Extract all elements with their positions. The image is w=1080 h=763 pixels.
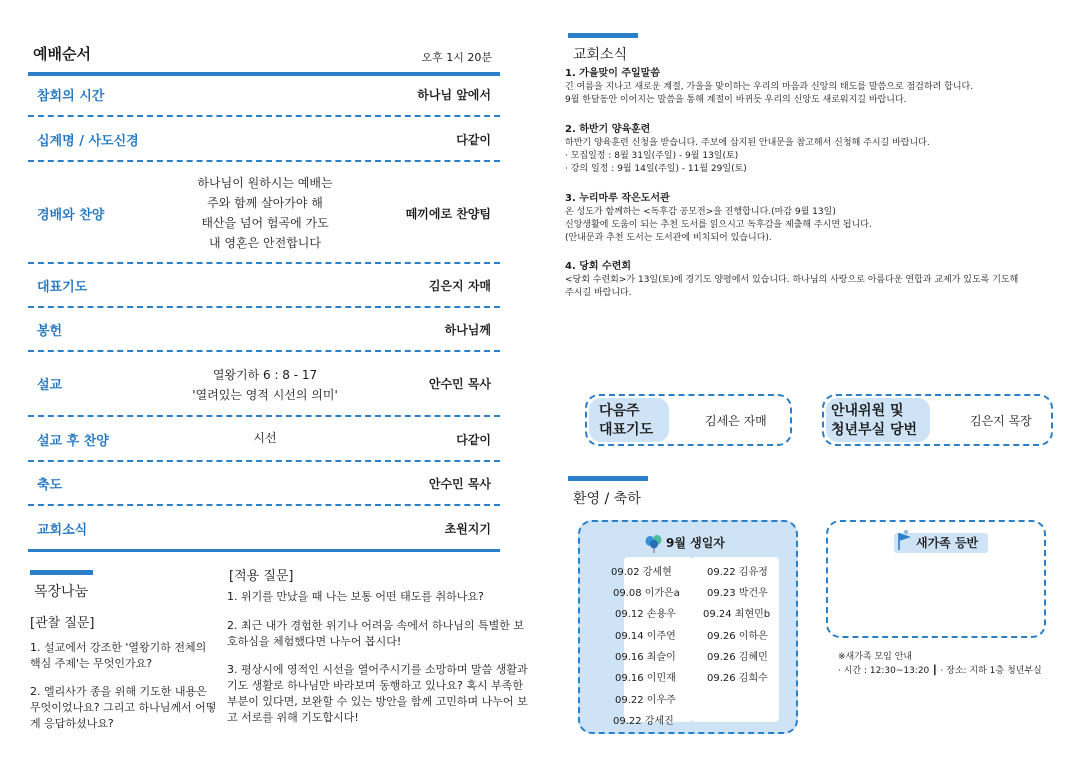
order-label-response-song: 설교 후 찬양 bbox=[37, 434, 109, 449]
praise-song: 하나님이 원하시는 예배는 bbox=[197, 176, 333, 190]
praise-song: 태산을 넘어 험곡에 가도 bbox=[201, 216, 329, 230]
order-leader-confession: 하나님 앞에서 bbox=[417, 88, 491, 102]
news-item bbox=[565, 260, 1055, 300]
flag-icon bbox=[896, 529, 914, 557]
divider bbox=[28, 350, 500, 352]
newcomer-note: ※새가족 모임 안내 bbox=[838, 652, 913, 662]
news-item-line: · 모집일정 : 8월 31일(주일) - 9월 13일(토) bbox=[565, 151, 739, 161]
apply-question: 1. 위기를 만났을 때 나는 보통 어떤 태도를 취하나요? bbox=[227, 590, 484, 603]
usher-label-line: 안내위원 및 bbox=[831, 403, 904, 419]
news-item-title: 3. 누리마루 작은도서관 bbox=[565, 193, 670, 204]
order-leader-response-song: 다같이 bbox=[456, 433, 491, 447]
birthday-entry: 09.08 이가은a bbox=[613, 588, 680, 599]
order-label-prayer: 대표기도 bbox=[37, 280, 88, 295]
order-label-offering: 봉헌 bbox=[37, 324, 63, 339]
birthday-entry: 09.16 이민재 bbox=[615, 673, 676, 684]
order-title: 예배순서 bbox=[33, 45, 91, 63]
newcomer-tag bbox=[894, 533, 988, 553]
newcomer-tag-label: 새가족 등반 bbox=[916, 536, 979, 550]
birthday-entry: 09.26 이하은 bbox=[707, 631, 768, 642]
apply-question: 3. 평상시에 영적인 시선을 열어주시기를 소망하며 말씀 생활과 기도 생활로 하나님만 바라보며 동행하고 있나요? 혹시 부족한 부분이 있다면, 보완할 수 있는 방안을 함께 고민하며 나누어 보고 서로를 위해 기도합시다! bbox=[227, 663, 528, 724]
welcome-bar bbox=[568, 476, 648, 481]
news-bar bbox=[568, 33, 638, 38]
divider bbox=[28, 504, 500, 506]
order-label-creed: 십계명 / 사도신경 bbox=[37, 134, 139, 149]
observe-heading: [관찰 질문] bbox=[30, 616, 95, 631]
birthday-entry: 09.22 김유정 bbox=[707, 567, 768, 578]
news-item-line: 주시길 바랍니다. bbox=[565, 288, 632, 298]
next-prayer-label-line: 다음주 bbox=[599, 403, 640, 419]
birthday-entry: 09.14 이주연 bbox=[615, 631, 676, 642]
news-item-line: (안내문과 추천 도서는 도서관에 비치되어 있습니다). bbox=[565, 233, 772, 243]
birthday-entry: 09.12 손용우 bbox=[615, 609, 676, 620]
next-prayer-label-line: 대표기도 bbox=[599, 422, 654, 438]
newcomer-detail: · 시간 : 12:30~13:20 ┃ · 장소: 지하 1층 청년부실 bbox=[838, 666, 1042, 676]
order-leader-prayer: 김은지 자매 bbox=[428, 279, 491, 293]
order-label-praise: 경배와 찬양 bbox=[37, 208, 105, 223]
order-leader-praise: 떼끼에로 찬양팀 bbox=[405, 207, 491, 221]
small-group-bar bbox=[30, 570, 93, 575]
order-top-bar bbox=[28, 72, 500, 76]
news-item-line: 하반기 양육훈련 신청을 받습니다. 주보에 삽지된 안내문을 참고해서 신청해 주시길 바랍니다. bbox=[565, 138, 930, 148]
birthday-entry: 09.22 이우주 bbox=[615, 695, 676, 706]
order-time: 오후 1시 20분 bbox=[421, 51, 492, 64]
next-prayer-value: 김세은 자매 bbox=[705, 414, 767, 428]
order-leader-benediction: 안수민 목사 bbox=[428, 477, 491, 491]
birthday-list-right bbox=[691, 557, 779, 722]
balloon-icon bbox=[644, 535, 664, 559]
birthday-list-left bbox=[611, 557, 692, 727]
birthday-entry: 09.16 최슬이 bbox=[615, 652, 676, 663]
birthday-tag bbox=[640, 533, 735, 553]
news-item-title: 1. 가을맞이 주일말씀 bbox=[565, 68, 660, 79]
divider bbox=[28, 415, 500, 417]
response-song: 시선 bbox=[253, 431, 277, 445]
news-item-line: 신앙생활에 도움이 되는 추천 도서를 읽으시고 독후감을 제출해 주시면 됩니다. bbox=[565, 220, 872, 230]
usher-card bbox=[822, 394, 1053, 446]
observe-question: 1. 설교에서 강조한 '열왕기하 전체의 핵심 주제'는 무엇인가요? bbox=[30, 641, 207, 670]
birthday-card bbox=[578, 520, 798, 734]
news-item-line: 9월 한달동안 이어지는 말씀을 통해 계절이 바뀌듯 우리의 신앙도 새로워지길 바랍니다. bbox=[565, 95, 907, 105]
news-item bbox=[565, 67, 1055, 107]
news-item-line: <당회 수련회>가 13일(토)에 경기도 양평에서 있습니다. 하나님의 사랑으로 아름다운 연합과 교제가 있도록 기도해 bbox=[565, 275, 1019, 285]
next-prayer-label bbox=[589, 398, 669, 442]
praise-song-list bbox=[170, 173, 360, 253]
birthday-entry: 09.23 박건우 bbox=[707, 588, 768, 599]
sermon-title: '열려있는 영적 시선의 의미' bbox=[192, 388, 338, 402]
divider bbox=[28, 262, 500, 264]
order-label-news: 교회소식 bbox=[37, 523, 88, 538]
usher-value: 김은지 목장 bbox=[970, 414, 1032, 428]
order-bottom-bar bbox=[28, 549, 500, 552]
divider bbox=[28, 160, 500, 162]
birthday-entry: 09.22 강세진 bbox=[613, 716, 674, 727]
divider bbox=[28, 460, 500, 462]
birthday-entry: 09.26 김혜민 bbox=[707, 652, 768, 663]
sermon-scripture: 열왕기하 6 : 8 - 17 bbox=[212, 368, 318, 382]
order-label-confession: 참회의 시간 bbox=[37, 89, 105, 104]
newcomer-card bbox=[826, 520, 1046, 638]
sermon-info bbox=[170, 365, 360, 405]
news-item-line: · 강의 일정 : 9월 14일(주일) - 11월 29일(토) bbox=[565, 164, 747, 174]
news-item bbox=[565, 192, 1055, 245]
order-label-sermon: 설교 bbox=[37, 378, 63, 393]
order-label-benediction: 축도 bbox=[37, 478, 63, 493]
welcome-title: 환영 / 축하 bbox=[573, 491, 641, 507]
news-item-line: 온 성도가 함께하는 <독후감 공모전>을 진행합니다.(마감 9월 13일) bbox=[565, 207, 836, 217]
small-group-title: 목장나눔 bbox=[34, 584, 89, 600]
order-leader-sermon: 안수민 목사 bbox=[428, 377, 491, 391]
divider bbox=[28, 115, 500, 117]
divider bbox=[28, 306, 500, 308]
order-leader-offering: 하나님께 bbox=[444, 323, 491, 337]
birthday-entry: 09.24 최현민b bbox=[703, 609, 771, 620]
news-item-line: 긴 여름을 지나고 새로운 계절, 가을을 맞이하는 우리의 마음과 신앙의 태도를 말씀으로 점검하려 합니다. bbox=[565, 82, 974, 92]
next-prayer-card bbox=[585, 394, 792, 446]
birthday-entry: 09.26 김희수 bbox=[707, 673, 768, 684]
apply-heading: [적용 질문] bbox=[229, 569, 294, 584]
praise-song: 주와 함께 살아가야 해 bbox=[207, 196, 323, 210]
apply-question: 2. 최근 내가 경험한 위기나 어려움 속에서 하나님의 특별한 보호하심을 체험했다면 나누어 봅시다! bbox=[227, 619, 524, 648]
order-leader-news: 초원지기 bbox=[444, 522, 491, 536]
usher-label-line: 청년부실 당번 bbox=[831, 422, 918, 438]
birthday-tag-label: 9월 생일자 bbox=[666, 536, 725, 550]
order-leader-creed: 다같이 bbox=[456, 133, 491, 147]
birthday-entry: 09.02 강세현 bbox=[611, 567, 672, 578]
news-item bbox=[565, 123, 1055, 176]
praise-song: 내 영혼은 안전합니다 bbox=[209, 236, 321, 250]
news-title: 교회소식 bbox=[573, 47, 628, 63]
news-item-title: 2. 하반기 양육훈련 bbox=[565, 124, 651, 135]
usher-label bbox=[826, 398, 930, 442]
news-item-title: 4. 당회 수련회 bbox=[565, 261, 632, 272]
observe-question: 2. 엘리사가 종을 위해 기도한 내용은 무엇이었나요? 그리고 하나님께서 어떻게 응답하셨나요? bbox=[30, 685, 217, 730]
